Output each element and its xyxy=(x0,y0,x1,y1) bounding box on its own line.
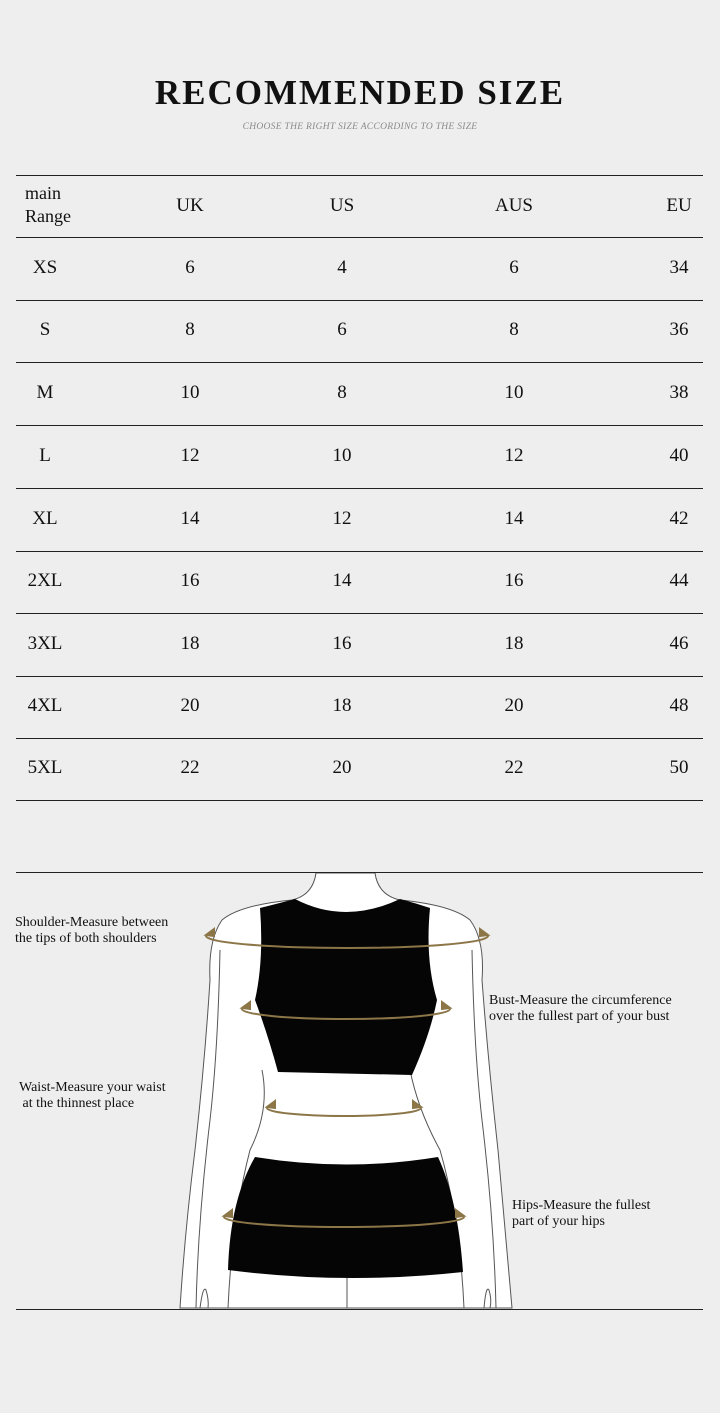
size-value: 22 xyxy=(180,757,200,778)
black-shorts xyxy=(228,1157,463,1278)
arrow-icon xyxy=(480,929,488,936)
waist-note: Waist-Measure your waist at the thinnest place xyxy=(19,1080,166,1111)
size-value: 14 xyxy=(180,507,200,529)
size-label: M xyxy=(36,381,54,403)
size-value: 18 xyxy=(180,632,200,654)
size-value: 10 xyxy=(332,444,352,466)
size-value: 8 xyxy=(185,319,195,340)
size-value: 42 xyxy=(669,507,689,529)
size-label: L xyxy=(39,444,51,466)
size-value: 10 xyxy=(504,381,524,403)
size-value: 12 xyxy=(180,444,200,466)
size-value: 38 xyxy=(669,381,689,403)
size-value: 50 xyxy=(669,757,689,778)
size-value: 4 xyxy=(337,256,347,278)
size-value: 48 xyxy=(669,695,689,716)
size-value: 16 xyxy=(504,570,524,591)
size-label: 2XL xyxy=(27,570,63,591)
size-value: 8 xyxy=(337,381,347,403)
size-label: 4XL xyxy=(27,695,63,716)
size-value: 12 xyxy=(504,444,524,466)
column-header-size: main Range xyxy=(25,183,71,226)
size-label: 3XL xyxy=(27,632,63,654)
column-header: US xyxy=(329,195,355,216)
size-value: 20 xyxy=(180,695,200,716)
page-subtitle: CHOOSE THE RIGHT SIZE ACCORDING TO THE SIZE xyxy=(242,122,478,132)
size-value: 36 xyxy=(669,319,689,340)
size-value: 18 xyxy=(332,695,352,716)
size-value: 6 xyxy=(185,256,195,278)
shoulder-note: Shoulder-Measure between the tips of both shoulders xyxy=(15,915,169,946)
size-value: 10 xyxy=(180,381,200,403)
column-header: EU xyxy=(666,195,692,216)
size-value: 16 xyxy=(180,570,200,591)
hips-note: Hips-Measure the fullest part of your hips xyxy=(512,1198,651,1229)
size-value: 46 xyxy=(669,632,689,654)
size-value: 6 xyxy=(509,256,519,278)
size-value: 14 xyxy=(332,570,352,591)
size-value: 8 xyxy=(509,319,519,340)
black-top xyxy=(255,899,437,1075)
page-title: RECOMMENDED SIZE xyxy=(154,73,566,112)
arrow-icon xyxy=(206,929,214,936)
size-value: 40 xyxy=(669,444,689,466)
size-value: 22 xyxy=(504,757,524,778)
size-value: 20 xyxy=(504,695,524,716)
figure-top-divider xyxy=(16,872,703,873)
size-value: 34 xyxy=(669,256,689,278)
column-header: UK xyxy=(176,195,204,216)
column-header: AUS xyxy=(494,195,534,216)
bust-note: Bust-Measure the circumference over the fullest part of your bust xyxy=(489,993,672,1024)
size-label: XS xyxy=(32,256,58,278)
size-value: 44 xyxy=(669,570,689,591)
size-value: 18 xyxy=(504,632,524,654)
size-value: 16 xyxy=(332,632,352,654)
figure-bottom-divider xyxy=(16,1309,703,1310)
size-value: 6 xyxy=(337,319,347,340)
size-value: 20 xyxy=(332,757,352,778)
size-label: 5XL xyxy=(27,757,63,778)
size-label: S xyxy=(39,319,51,340)
size-value: 14 xyxy=(504,507,524,529)
size-label: XL xyxy=(32,507,58,529)
size-value: 12 xyxy=(332,507,352,529)
